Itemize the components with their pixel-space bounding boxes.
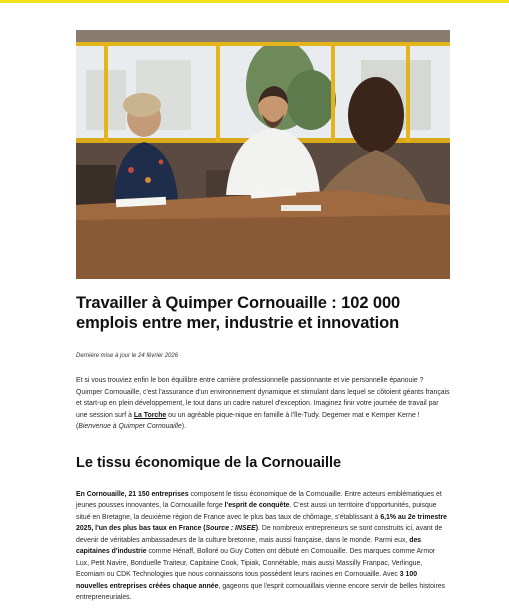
intro-text-3: ). xyxy=(181,423,186,430)
section-paragraph xyxy=(76,489,450,604)
la-torche-link[interactable]: La Torche xyxy=(133,411,167,419)
intro-text-2: ou un agréable pique-nique en famille à l'île-Tudy. Degemer mat e Kemper Kerne ! ( xyxy=(76,411,420,430)
article-photo xyxy=(76,30,450,279)
section-bold-3-end: ) xyxy=(255,525,259,532)
intro-italic: Bienvenue à Quimper Cornouaille xyxy=(78,423,182,430)
article xyxy=(76,30,450,610)
section-bold-1: En Cornouaille, 21 150 entreprises xyxy=(76,490,189,498)
section-text-1: composent le tissu économique de la Cornouaille. Entre acteurs emblématiques et jeunes pousses innovantes, la Cornouaille forge xyxy=(76,490,442,509)
section-text-4: comme Hénaff, Bolloré ou Guy Cotten ont débuté en Cornouaille. Des marques comme Armor Lux, Petit Navire, Bonduelle Traiteur, Capitaine Cook, Tipiak, Connétable, mais aussi Massilly Franpac, Verlingue, Ecomiam ou CDK Technologies que nous connaissons tous possèdent leurs racines en Cornouaille. Avec xyxy=(76,548,436,578)
last-updated-date: Dernière mise à jour le 24 février 2026 xyxy=(76,353,179,359)
section-text-2: . C'est aussi un territoire d'opportunités, puisque situé en Bretagne, la deuxième région de France avec le plus bas taux de chômage, s'établissant à xyxy=(76,502,437,521)
top-accent-bar xyxy=(0,0,509,3)
intro-paragraph xyxy=(76,375,450,433)
section-source: Source : INSEE xyxy=(205,525,256,532)
section-text-3: . De nombreux entrepreneurs se sont construits ici, avant de devenir de véritables ambassadeurs de la culture bretonne, mais aussi française, dans le monde. Parmi eux, xyxy=(76,525,443,544)
section-heading: Le tissu économique de la Cornouaille xyxy=(76,454,342,471)
section-text-5: , gageons que l'esprit cornouaillais vienne encore servir de belles histoires entrepreneuriales. xyxy=(76,582,446,601)
section-bold-2: l'esprit de conquête xyxy=(224,502,290,509)
section-bold-3: 6,1% au 2e trimestre 2025, l'un des plus bas taux en France ( xyxy=(76,513,447,532)
section-bold-4: des capitaines d'industrie xyxy=(76,536,422,555)
article-title: Travailler à Quimper Cornouaille : 102 000 emplois entre mer, industrie et innovation xyxy=(76,294,401,332)
section-bold-5: 3 100 nouvelles entreprises créées chaque année xyxy=(76,571,418,590)
intro-text-1: Et si vous trouviez enfin le bon équilibre entre carrière professionnelle passionnante et vie personnelle épanouie ? Quimper Cornouaille, c'est l'assurance d'un environnement dynamique et stimulant dans lequel se côtoient géants français et start-up en plein développement, le tout dans un cadre naturel d'exception. Imaginez finir votre journée de travail par une session surf à xyxy=(76,377,450,419)
